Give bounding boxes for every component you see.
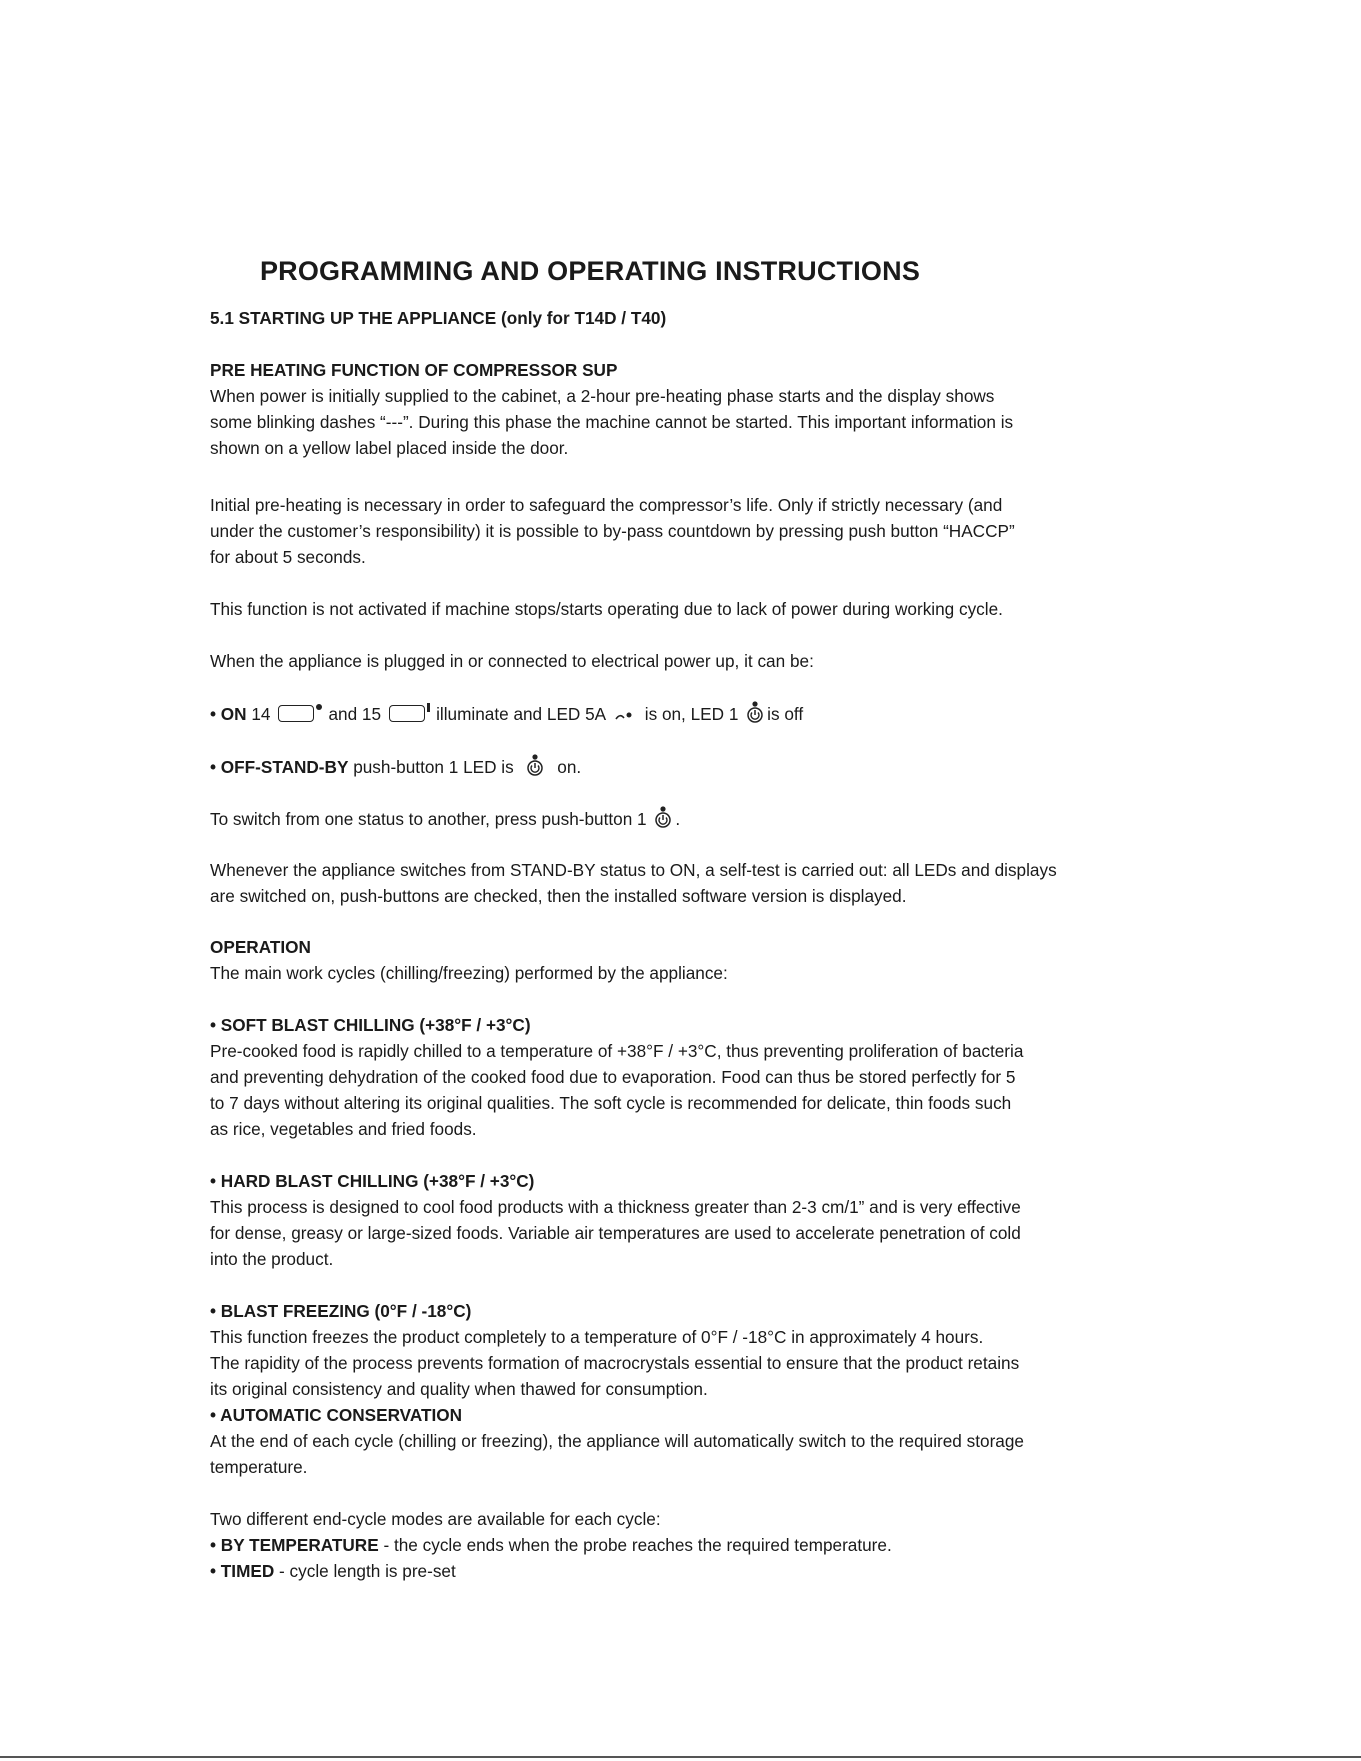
selftest-line-2: are switched on, push-buttons are checked, then the installed software version is displayed. — [210, 886, 907, 906]
soft-line-2: and preventing dehydration of the cooked food due to evaporation. Food can thus be stored perfectly for 5 — [210, 1067, 1016, 1087]
hard-heading: • HARD BLAST CHILLING (+38°F / +3°C) — [210, 1171, 535, 1191]
preheat-line-2: some blinking dashes “---”. During this phase the machine cannot be started. This important information is — [210, 412, 1014, 432]
on-key-number-15: and 15 — [328, 704, 382, 724]
selftest-line-1: Whenever the appliance switches from STAND-BY status to ON, a self-test is carried out: all LEDs and displays — [210, 860, 1057, 880]
temperature-mode-text: - the cycle ends when the probe reaches the required temperature. — [378, 1535, 892, 1555]
section-heading-text: 5.1 STARTING UP THE APPLIANCE — [210, 308, 497, 328]
section-heading-note: (only for T14D / T40) — [500, 308, 667, 328]
preheat-line-3: shown on a yellow label placed inside the door. — [210, 438, 569, 458]
standby-icon — [743, 700, 767, 724]
switch-status-line — [210, 805, 1110, 832]
hard-line-1: This process is designed to cool food products with a thickness greater than 2-3 cm/1” and is very effective — [210, 1197, 1021, 1217]
switch-period: . — [675, 809, 681, 829]
conservation-heading: • AUTOMATIC CONSERVATION — [210, 1405, 463, 1425]
freezing-line-3: its original consistency and quality when thawed for consumption. — [210, 1379, 708, 1399]
timed-mode-text: - cycle length is pre-set — [274, 1561, 456, 1581]
hard-line-2: for dense, greasy or large-sized foods. Variable air temperatures are used to accelerate penetration of cold — [210, 1223, 1021, 1243]
preheat-line-1: When power is initially supplied to the cabinet, a 2-hour pre-heating phase starts and the display shows — [210, 386, 995, 406]
on-led-text: is on, LED 1 — [644, 704, 739, 724]
switch-text: To switch from one status to another, press push-button 1 — [210, 809, 647, 829]
soft-heading: • SOFT BLAST CHILLING (+38°F / +3°C) — [210, 1015, 531, 1035]
on-illuminate-text: illuminate and LED 5A — [436, 704, 606, 724]
section-heading — [210, 305, 1110, 331]
on-key-number-14: 14 — [251, 704, 271, 724]
soft-line-1: Pre-cooked food is rapidly chilled to a temperature of +38°F / +3°C, thus preventing proliferation of bacteria — [210, 1041, 1024, 1061]
standby-icon — [651, 805, 675, 829]
standby-bullet: • OFF-STAND-BY — [210, 757, 349, 777]
operation-intro: The main work cycles (chilling/freezing) performed by the appliance: — [210, 963, 728, 983]
conservation-line-1: At the end of each cycle (chilling or freezing), the appliance will automatically switch to the required storage — [210, 1431, 1024, 1451]
standby-led-text: push-button 1 LED is — [353, 757, 514, 777]
endcycle-timed — [210, 1558, 1110, 1584]
freezing-heading: • BLAST FREEZING (0°F / -18°C) — [210, 1301, 472, 1321]
initial-line-3: for about 5 seconds. — [210, 547, 366, 567]
not-activated-text: This function is not activated if machine stops/starts operating due to lack of power during working cycle. — [210, 599, 1003, 619]
endcycle-temperature — [210, 1532, 1110, 1558]
timed-mode-label: • TIMED — [210, 1561, 275, 1581]
endcycle-intro: Two different end-cycle modes are available for each cycle: — [210, 1509, 661, 1529]
page-bottom-rule — [0, 1756, 1361, 1758]
on-bullet: • ON — [210, 704, 247, 724]
freezing-line-1: This function freezes the product completely to a temperature of 0°F / -18°C in approximately 4 hours. — [210, 1327, 984, 1347]
operation-heading: OPERATION — [210, 937, 311, 957]
soft-line-3: to 7 days without altering its original qualities. The soft cycle is recommended for delicate, thin foods such — [210, 1093, 1012, 1113]
on-off-text: is off — [767, 704, 804, 724]
key-indicator-dot-icon — [316, 704, 322, 710]
conservation-line-2: temperature. — [210, 1457, 308, 1477]
on-status-line — [210, 700, 1110, 727]
page-title: PROGRAMMING AND OPERATING INSTRUCTIONS — [259, 256, 921, 286]
hard-line-3: into the product. — [210, 1249, 334, 1269]
key-indicator-bar-icon — [427, 703, 430, 712]
preheat-heading: PRE HEATING FUNCTION OF COMPRESSOR SUP — [210, 360, 618, 380]
standby-status-line — [210, 753, 1110, 780]
standby-on-text: on. — [557, 757, 582, 777]
temperature-mode-label: • BY TEMPERATURE — [210, 1535, 379, 1555]
standby-icon — [518, 753, 552, 777]
key-probe-icon — [389, 705, 425, 722]
freezing-line-2: The rapidity of the process prevents formation of macrocrystals essential to ensure that the product retains — [210, 1353, 1020, 1373]
initial-line-1: Initial pre-heating is necessary in order to safeguard the compressor’s life. Only if strictly necessary (and — [210, 495, 1003, 515]
initial-line-2: under the customer’s responsibility) it is possible to by-pass countdown by pressing push button “HACCP” — [210, 521, 1015, 541]
wave-led-icon — [610, 706, 640, 724]
plugged-in-text: When the appliance is plugged in or connected to electrical power up, it can be: — [210, 651, 814, 671]
key-display-icon — [278, 705, 314, 722]
soft-line-4: as rice, vegetables and fried foods. — [210, 1119, 477, 1139]
